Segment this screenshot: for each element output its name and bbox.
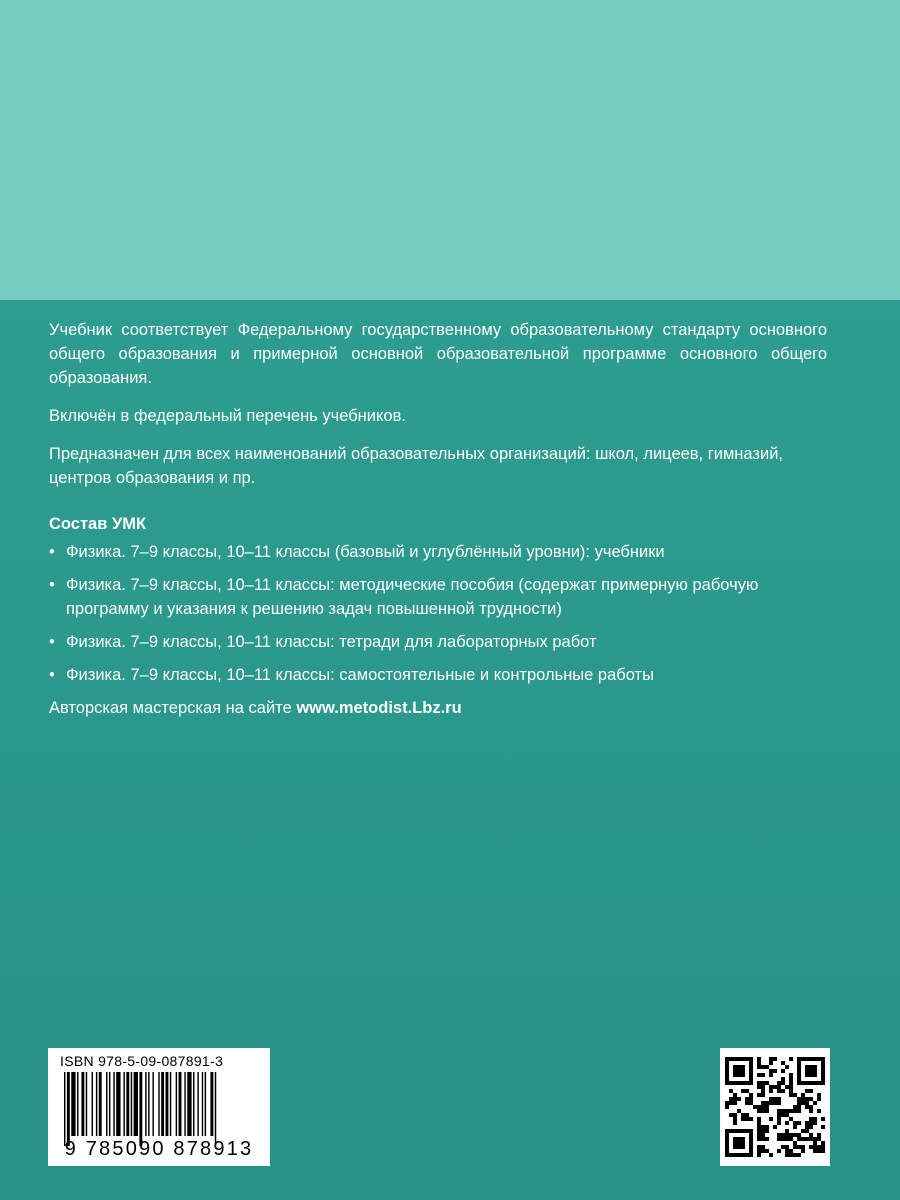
website-link[interactable]: www.metodist.Lbz.ru bbox=[296, 699, 462, 717]
isbn-barcode-box bbox=[48, 1048, 270, 1166]
annotation-text bbox=[49, 318, 827, 720]
umk-list bbox=[49, 540, 827, 687]
umk-title: Состав УМК bbox=[49, 515, 147, 533]
audience-paragraph: Предназначен для всех наименований образовательных организаций: школ, лицеев, гимназий, центров образования и пр. bbox=[49, 445, 783, 487]
federal-list-paragraph: Включён в федеральный перечень учебников. bbox=[49, 407, 406, 425]
umk-item bbox=[49, 573, 827, 621]
bullet-icon: • bbox=[49, 543, 55, 561]
umk-item-text: Физика. 7–9 классы, 10–11 классы (базовый и углублённый уровни): учебники bbox=[66, 543, 665, 561]
qr-code-icon bbox=[725, 1057, 825, 1157]
bullet-icon: • bbox=[49, 633, 55, 651]
compliance-paragraph: Учебник соответствует Федеральному государственному образовательному стандарту основного общего образования и примерной основной образовательной программе основного общего образования. bbox=[49, 321, 827, 387]
website-line bbox=[49, 696, 827, 720]
umk-item bbox=[49, 630, 827, 654]
barcode-digits: 9 785090 878913 bbox=[64, 1138, 254, 1160]
umk-item-text: Физика. 7–9 классы, 10–11 классы: самостоятельные и контрольные работы bbox=[66, 666, 654, 684]
website-prefix: Авторская мастерская на сайте bbox=[49, 699, 297, 717]
umk-item bbox=[49, 663, 827, 687]
umk-item-text: Физика. 7–9 классы, 10–11 классы: тетради для лабораторных работ bbox=[66, 633, 597, 651]
umk-item-text: Физика. 7–9 классы, 10–11 классы: методические пособия (содержат примерную рабочую программу и указания к решению задач повышенной трудности) bbox=[66, 576, 759, 618]
bullet-icon: • bbox=[49, 576, 55, 594]
bullet-icon: • bbox=[49, 666, 55, 684]
qr-code-box bbox=[720, 1048, 830, 1166]
isbn-label: ISBN 978-5-09-087891-3 bbox=[60, 1053, 224, 1069]
cover-top-panel bbox=[0, 0, 900, 300]
umk-item bbox=[49, 540, 827, 564]
barcode-icon bbox=[64, 1072, 264, 1146]
